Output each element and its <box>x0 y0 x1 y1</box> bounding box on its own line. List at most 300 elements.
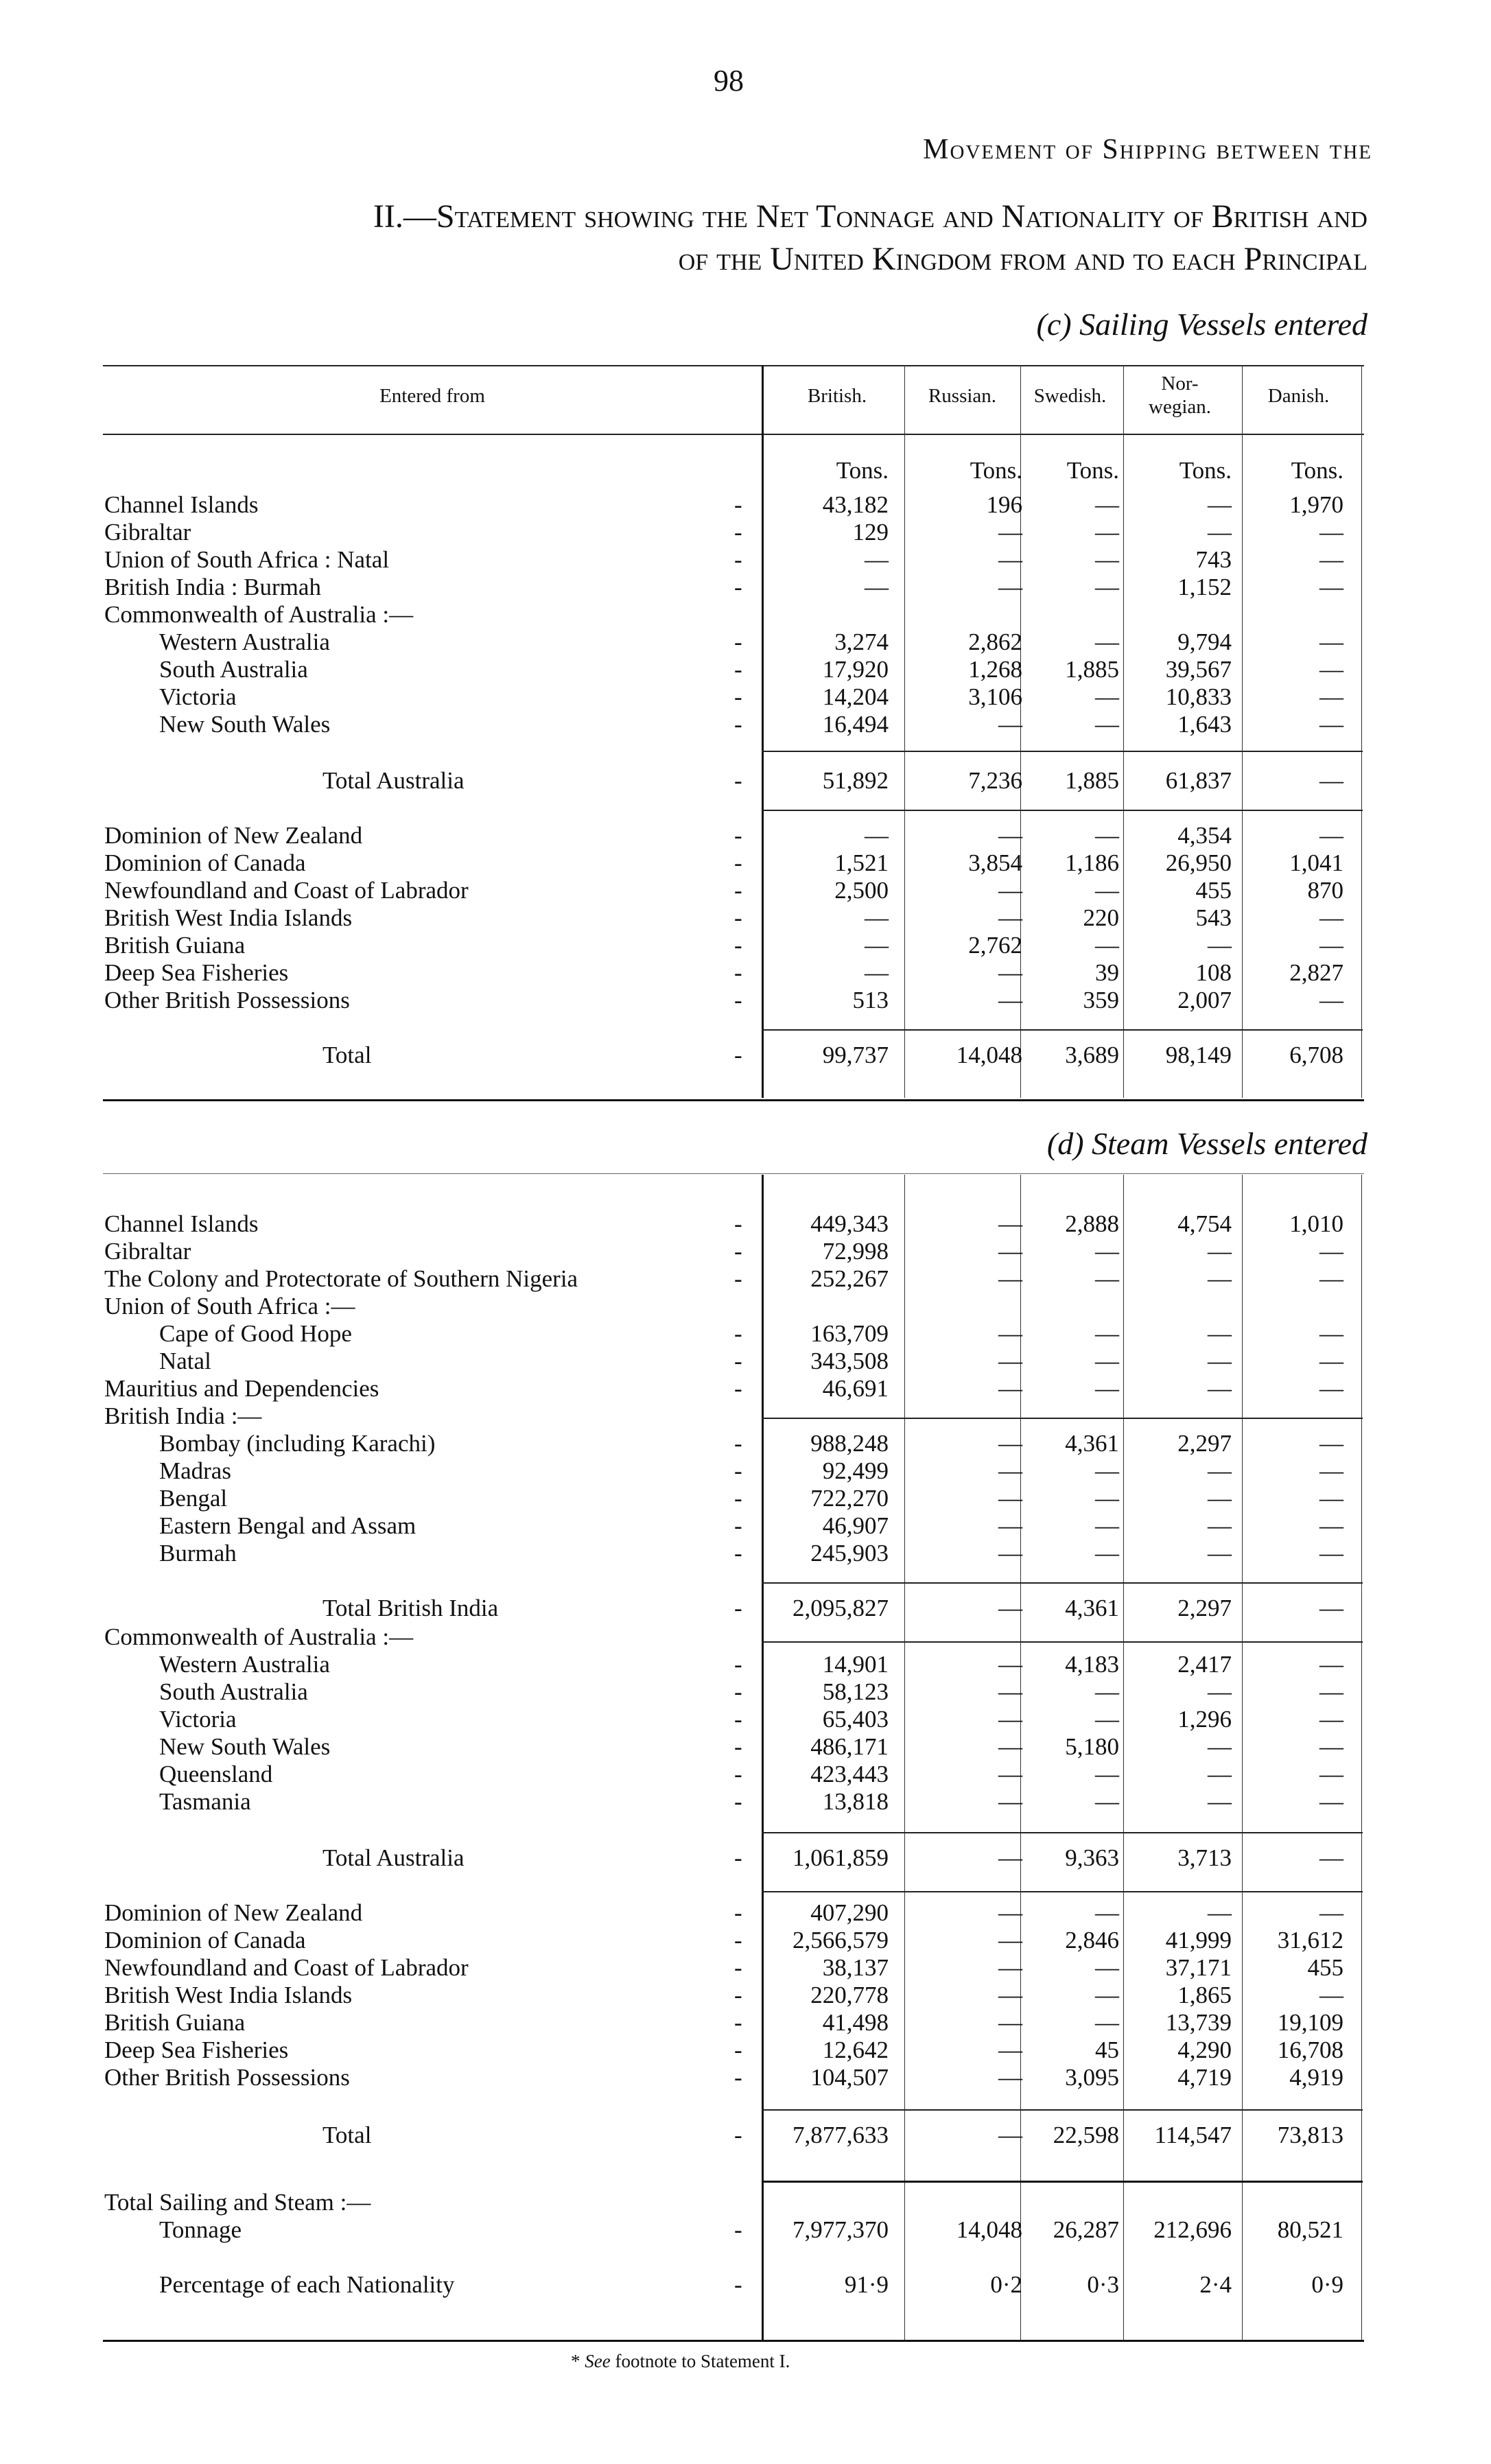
cell-value: — <box>1208 1457 1232 1484</box>
cell-value: 455 <box>1307 1954 1343 1981</box>
cell-value: — <box>998 904 1022 931</box>
cell-value: — <box>865 574 889 600</box>
cell-value: 4,361 <box>1065 1595 1119 1621</box>
steam-row <box>0 2037 1491 2064</box>
cell-value: 39 <box>1095 959 1119 986</box>
row-label: Natal <box>159 1348 211 1374</box>
steam-row <box>0 1733 1491 1761</box>
cell-value: — <box>1208 1512 1232 1539</box>
cell-value: 14,048 <box>956 1042 1022 1068</box>
cell-value: 7,977,370 <box>793 2216 889 2243</box>
cell-value: 543 <box>1195 904 1232 931</box>
cell-value: — <box>1095 683 1119 710</box>
cell-value: 10,833 <box>1165 683 1232 710</box>
cell-value: — <box>1319 932 1343 959</box>
row-label: Other British Possessions <box>104 2064 350 2091</box>
cell-value: 19,109 <box>1277 2009 1343 2036</box>
cell-value: 2,297 <box>1177 1595 1232 1621</box>
cell-value: — <box>998 1651 1022 1678</box>
cell-value: 14,048 <box>956 2216 1022 2243</box>
cell-value: — <box>998 1982 1022 2008</box>
steam-row <box>0 1982 1491 2009</box>
cell-value: 423,443 <box>810 1761 889 1787</box>
cell-value: — <box>1208 1540 1232 1567</box>
leader-dash: - <box>734 1265 742 1292</box>
leader-dash: - <box>734 629 742 655</box>
cell-value: — <box>865 904 889 931</box>
leader-dash: - <box>734 1238 742 1265</box>
cell-value: — <box>1095 629 1119 655</box>
table-bottom-rule <box>103 2340 1364 2342</box>
cell-value: — <box>998 1457 1022 1484</box>
unit: Tons. <box>970 457 1022 484</box>
cell-value: 4,754 <box>1177 1210 1232 1237</box>
row-label: Madras <box>159 1457 231 1484</box>
cell-value: — <box>1208 1375 1232 1402</box>
cell-value: 2,417 <box>1177 1651 1232 1678</box>
cell-value: 26,287 <box>1053 2216 1119 2243</box>
swedish-header: Swedish. <box>1033 385 1107 407</box>
cell-value: 486,171 <box>810 1733 889 1760</box>
cell-value: — <box>1319 683 1343 710</box>
cell-value: — <box>1208 1761 1232 1787</box>
cell-value: — <box>1095 1485 1119 1512</box>
cell-value: 108 <box>1195 959 1232 986</box>
sailing-row <box>0 711 1491 738</box>
cell-value: — <box>1095 1899 1119 1926</box>
sailing-row <box>0 546 1491 574</box>
norwegian-header-line2: wegian. <box>1149 396 1211 418</box>
leader-dash: - <box>734 822 742 849</box>
footnote <box>571 2351 790 2372</box>
cell-value: 16,708 <box>1277 2037 1343 2063</box>
cell-value: 2,762 <box>968 932 1022 959</box>
entered-from-header: Entered from <box>379 385 485 407</box>
cell-value: — <box>1319 1788 1343 1815</box>
cell-value: — <box>1319 1844 1343 1871</box>
cell-value: — <box>1319 1265 1343 1292</box>
cell-value: — <box>1319 1238 1343 1265</box>
cell-value: 1,010 <box>1289 1210 1343 1237</box>
cell-value: — <box>1208 1899 1232 1926</box>
row-label: Gibraltar <box>104 519 191 545</box>
cell-value: 4,290 <box>1177 2037 1232 2063</box>
leader-dash: - <box>734 2064 742 2091</box>
cell-value: 1,885 <box>1065 767 1119 794</box>
cell-value: 1,186 <box>1065 849 1119 876</box>
leader-dash: - <box>734 1210 742 1237</box>
leader-dash: - <box>734 1595 742 1621</box>
cell-value: 58,123 <box>822 1678 889 1705</box>
row-label: Dominion of New Zealand <box>104 822 363 849</box>
cell-value: — <box>1095 1265 1119 1292</box>
row-label: Deep Sea Fisheries <box>104 2037 289 2063</box>
leader-dash: - <box>734 1042 742 1068</box>
cell-value: 1,152 <box>1177 574 1232 600</box>
row-label: Dominion of Canada <box>104 1927 306 1953</box>
unit: Tons. <box>836 457 889 484</box>
cell-value: — <box>865 822 889 849</box>
steam-top-rule <box>103 1173 1364 1174</box>
steam-row <box>0 1623 1491 1651</box>
sailing-row <box>0 822 1491 849</box>
cell-value: 2,566,579 <box>793 1927 889 1953</box>
row-label: Total <box>322 2122 372 2148</box>
grand-total-row <box>0 2216 1491 2244</box>
row-label: Burmah <box>159 1540 237 1567</box>
section-d-title: (d) Steam Vessels entered <box>1046 1126 1367 1161</box>
leader-dash: - <box>734 683 742 710</box>
leader-dash: - <box>734 767 742 794</box>
cell-value: — <box>998 1320 1022 1347</box>
cell-value: 4,183 <box>1065 1651 1119 1678</box>
cell-value: — <box>998 1733 1022 1760</box>
cell-value: — <box>1319 629 1343 655</box>
unit: Tons. <box>1066 457 1119 484</box>
row-label: Other British Possessions <box>104 987 350 1013</box>
leader-dash: - <box>734 1844 742 1871</box>
cell-value: — <box>998 1761 1022 1787</box>
grand-total-heading: Total Sailing and Steam :— <box>104 2189 371 2216</box>
cell-value: — <box>1319 1430 1343 1457</box>
leader-dash: - <box>734 849 742 876</box>
cell-value: 39,567 <box>1165 656 1232 683</box>
cell-value: 212,696 <box>1153 2216 1232 2243</box>
cell-value: — <box>1095 2009 1119 2036</box>
cell-value: — <box>1208 1320 1232 1347</box>
cell-value: — <box>1319 822 1343 849</box>
cell-value: 163,709 <box>810 1320 889 1347</box>
cell-value: — <box>998 546 1022 573</box>
cell-value: 13,818 <box>822 1788 889 1815</box>
cell-value: 3,106 <box>968 683 1022 710</box>
leader-dash: - <box>734 1954 742 1981</box>
sailing-row <box>0 601 1491 629</box>
row-label: New South Wales <box>159 711 331 738</box>
cell-value: 743 <box>1195 546 1232 573</box>
steam-row <box>0 1595 1491 1622</box>
cell-value: 1,041 <box>1289 849 1343 876</box>
steam-row <box>0 2064 1491 2091</box>
cell-value: 196 <box>986 491 1022 518</box>
cell-value: — <box>1319 574 1343 600</box>
cell-value: — <box>1208 1265 1232 1292</box>
sailing-section-bottom-rule <box>103 1099 1364 1101</box>
cell-value: 2·4 <box>1199 2271 1232 2298</box>
cell-value: — <box>1095 1982 1119 2008</box>
unit: Tons. <box>1291 457 1343 484</box>
cell-value: 722,270 <box>810 1485 889 1512</box>
cell-value: 4,919 <box>1289 2064 1343 2091</box>
cell-value: — <box>1319 1485 1343 1512</box>
cell-value: 22,598 <box>1053 2122 1119 2148</box>
leader-dash: - <box>734 1706 742 1733</box>
cell-value: 46,907 <box>822 1512 889 1539</box>
cell-value: 92,499 <box>822 1457 889 1484</box>
row-label: Commonwealth of Australia :— <box>104 601 414 628</box>
cell-value: 449,343 <box>810 1210 889 1237</box>
leader-dash: - <box>734 1512 742 1539</box>
cell-value: — <box>998 1265 1022 1292</box>
sailing-row <box>0 574 1491 601</box>
leader-dash: - <box>734 546 742 573</box>
sailing-row <box>0 904 1491 932</box>
cell-value: 14,204 <box>822 683 889 710</box>
cell-value: — <box>1095 1706 1119 1733</box>
cell-value: 80,521 <box>1277 2216 1343 2243</box>
cell-value: — <box>998 2122 1022 2148</box>
cell-value: — <box>1095 1540 1119 1567</box>
cell-value: — <box>1095 1954 1119 1981</box>
cell-value: — <box>865 959 889 986</box>
cell-value: — <box>1319 904 1343 931</box>
cell-value: — <box>1095 1512 1119 1539</box>
steam-row <box>0 1540 1491 1567</box>
cell-value: — <box>998 1788 1022 1815</box>
row-label: Eastern Bengal and Assam <box>159 1512 416 1539</box>
steam-row <box>0 1954 1491 1982</box>
cell-value: — <box>1208 1678 1232 1705</box>
leader-dash: - <box>734 1899 742 1926</box>
steam-row <box>0 1512 1491 1540</box>
cell-value: 4,354 <box>1177 822 1232 849</box>
leader-dash: - <box>734 1540 742 1567</box>
cell-value: 2,297 <box>1177 1430 1232 1457</box>
cell-value: 16,494 <box>822 711 889 738</box>
row-label: British India : Burmah <box>104 574 321 600</box>
steam-row <box>0 1348 1491 1375</box>
grand-total-row <box>0 2271 1491 2299</box>
cell-value: — <box>998 987 1022 1013</box>
leader-dash: - <box>734 1651 742 1678</box>
table-top-rule <box>103 365 1364 366</box>
row-label: Union of South Africa :— <box>104 1293 355 1319</box>
cell-value: 7,877,633 <box>793 2122 889 2148</box>
cell-value: — <box>998 877 1022 904</box>
cell-value: 14,901 <box>822 1651 889 1678</box>
sailing-row <box>0 1042 1491 1069</box>
row-label: Total Australia <box>322 767 465 794</box>
cell-value: — <box>1319 711 1343 738</box>
row-label: Tasmania <box>159 1788 251 1815</box>
cell-value: 72,998 <box>822 1238 889 1265</box>
steam-row <box>0 1375 1491 1403</box>
cell-value: — <box>998 711 1022 738</box>
leader-dash: - <box>734 2216 742 2243</box>
cell-value: 3,713 <box>1177 1844 1232 1871</box>
steam-row <box>0 1320 1491 1348</box>
cell-value: — <box>1095 519 1119 545</box>
cell-value: — <box>1319 1320 1343 1347</box>
steam-row <box>0 2009 1491 2037</box>
leader-dash: - <box>734 2271 742 2298</box>
cell-value: 220,778 <box>810 1982 889 2008</box>
leader-dash: - <box>734 904 742 931</box>
cell-value: 2,888 <box>1065 1210 1119 1237</box>
cell-value: 9,363 <box>1065 1844 1119 1871</box>
cell-value: — <box>1208 491 1232 518</box>
cell-value: 51,892 <box>822 767 889 794</box>
cell-value: — <box>1319 1375 1343 1402</box>
header-bottom-rule <box>103 434 1364 435</box>
cell-value: 245,903 <box>810 1540 889 1567</box>
cell-value: — <box>1095 1457 1119 1484</box>
cell-value: — <box>998 1512 1022 1539</box>
steam-row <box>0 1927 1491 1954</box>
cell-value: — <box>1208 932 1232 959</box>
rule-above-sail-total <box>762 1029 1363 1031</box>
cell-value: — <box>998 1210 1022 1237</box>
row-label: British India :— <box>104 1403 262 1429</box>
cell-value: — <box>1319 767 1343 794</box>
cell-value: 99,737 <box>822 1042 889 1068</box>
cell-value: — <box>1095 932 1119 959</box>
row-label: Victoria <box>159 683 237 710</box>
cell-value: — <box>1319 1457 1343 1484</box>
row-label: Newfoundland and Coast of Labrador <box>104 877 469 904</box>
steam-row <box>0 1761 1491 1788</box>
row-label: Victoria <box>159 1706 237 1733</box>
cell-value: — <box>998 1899 1022 1926</box>
cell-value: — <box>1208 519 1232 545</box>
cell-value: 98,149 <box>1165 1042 1232 1068</box>
row-label: Total British India <box>322 1595 499 1621</box>
cell-value: 65,403 <box>822 1706 889 1733</box>
cell-value: 2,862 <box>968 629 1022 655</box>
steam-row <box>0 1293 1491 1320</box>
cell-value: 104,507 <box>810 2064 889 2091</box>
sailing-row <box>0 767 1491 795</box>
sailing-row <box>0 987 1491 1014</box>
cell-value: 3,274 <box>834 629 889 655</box>
cell-value: — <box>1319 1540 1343 1567</box>
cell-value: — <box>1095 1678 1119 1705</box>
cell-value: 988,248 <box>810 1430 889 1457</box>
sailing-row <box>0 491 1491 519</box>
leader-dash: - <box>734 1788 742 1815</box>
cell-value: 0·2 <box>990 2271 1022 2298</box>
leader-dash: - <box>734 519 742 545</box>
page-number: 98 <box>714 64 744 97</box>
sailing-row <box>0 683 1491 711</box>
steam-row <box>0 1485 1491 1512</box>
cell-value: — <box>1095 711 1119 738</box>
cell-value: 2,846 <box>1065 1927 1119 1953</box>
rule-above-steam-total-australia <box>762 1832 1363 1833</box>
row-label: Queensland <box>159 1761 273 1787</box>
cell-value: 37,171 <box>1165 1954 1232 1981</box>
row-label: British West India Islands <box>104 904 353 931</box>
cell-value: — <box>998 822 1022 849</box>
cell-value: 1,521 <box>834 849 889 876</box>
cell-value: 73,813 <box>1277 2122 1343 2148</box>
cell-value: 13,739 <box>1165 2009 1232 2036</box>
cell-value: — <box>998 1375 1022 1402</box>
leader-dash: - <box>734 932 742 959</box>
row-label: Dominion of Canada <box>104 849 306 876</box>
row-label: Channel Islands <box>104 491 259 518</box>
leader-dash: - <box>734 1375 742 1402</box>
cell-value: 513 <box>852 987 889 1013</box>
norwegian-header-line1: Nor- <box>1161 373 1199 395</box>
cell-value: — <box>1319 1678 1343 1705</box>
cell-value: — <box>1319 1512 1343 1539</box>
row-label: Cape of Good Hope <box>159 1320 352 1347</box>
cell-value: 455 <box>1195 877 1232 904</box>
section-c-title: (c) Sailing Vessels entered <box>1036 307 1367 342</box>
cell-value: 38,137 <box>822 1954 889 1981</box>
cell-value: — <box>998 1706 1022 1733</box>
unit: Tons. <box>1179 457 1232 484</box>
leader-dash: - <box>734 1348 742 1374</box>
sailing-row <box>0 629 1491 656</box>
cell-value: 43,182 <box>822 491 889 518</box>
cell-value: — <box>1208 1485 1232 1512</box>
cell-value: 1,061,859 <box>793 1844 889 1871</box>
cell-value: — <box>1095 574 1119 600</box>
row-label: British Guiana <box>104 2009 246 2036</box>
cell-value: 3,095 <box>1065 2064 1119 2091</box>
cell-value: — <box>1208 1788 1232 1815</box>
cell-value: — <box>998 574 1022 600</box>
leader-dash: - <box>734 1320 742 1347</box>
row-label: Dominion of New Zealand <box>104 1899 363 1926</box>
cell-value: — <box>1095 1761 1119 1787</box>
cell-value: — <box>1319 1733 1343 1760</box>
rule-below-steam-total-australia <box>762 1891 1363 1892</box>
cell-value: 1,865 <box>1177 1982 1232 2008</box>
leader-dash: - <box>734 959 742 986</box>
row-label: Mauritius and Dependencies <box>104 1375 379 1402</box>
cell-value: — <box>1095 1788 1119 1815</box>
cell-value: 3,854 <box>968 849 1022 876</box>
cell-value: — <box>1319 1899 1343 1926</box>
steam-row <box>0 1706 1491 1733</box>
leader-dash: - <box>734 574 742 600</box>
cell-value: — <box>1095 491 1119 518</box>
cell-value: 4,361 <box>1065 1430 1119 1457</box>
row-label: Newfoundland and Coast of Labrador <box>104 1954 469 1981</box>
cell-value: — <box>998 2037 1022 2063</box>
row-label: Western Australia <box>159 1651 330 1678</box>
row-label: South Australia <box>159 656 308 683</box>
cell-value: — <box>1319 1706 1343 1733</box>
cell-value: — <box>998 2009 1022 2036</box>
cell-value: — <box>1319 1761 1343 1787</box>
leader-dash: - <box>734 877 742 904</box>
leader-dash: - <box>734 1761 742 1787</box>
sailing-row <box>0 959 1491 987</box>
cell-value: 220 <box>1083 904 1119 931</box>
cell-value: 7,236 <box>968 767 1022 794</box>
cell-value: 41,999 <box>1165 1927 1232 1953</box>
cell-value: 1,970 <box>1289 491 1343 518</box>
row-label: Bombay (including Karachi) <box>159 1430 436 1457</box>
steam-row <box>0 1899 1491 1927</box>
steam-row <box>0 2122 1491 2149</box>
cell-value: 2,827 <box>1289 959 1343 986</box>
sailing-row <box>0 932 1491 959</box>
cell-value: — <box>1319 1595 1343 1621</box>
row-label: British West India Islands <box>104 1982 353 2008</box>
steam-row <box>0 1403 1491 1430</box>
leader-dash: - <box>734 656 742 683</box>
british-header: British. <box>807 385 867 407</box>
cell-value: — <box>1319 546 1343 573</box>
cell-value: 1,885 <box>1065 656 1119 683</box>
steam-row <box>0 1678 1491 1706</box>
steam-row <box>0 1430 1491 1457</box>
